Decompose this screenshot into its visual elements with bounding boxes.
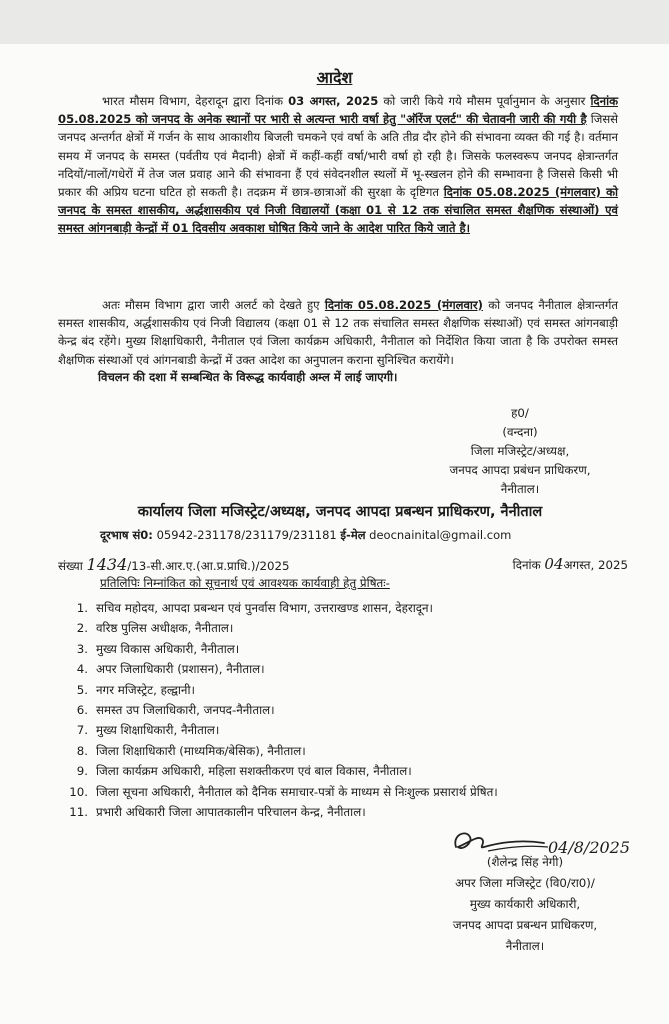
recipient-number: 2. (76, 621, 88, 636)
recipient-number: 11. (69, 805, 88, 820)
recipient-number: 3. (76, 641, 88, 656)
recipient-number: 9. (76, 764, 88, 779)
recipient-text: वरिष्ठ पुलिस अधीक्षक, नैनीताल। (96, 621, 234, 636)
recipient-text: सचिव महोदय, आपदा प्रबन्धन एवं पुनर्वास विभाग, उत्तराखण्ड शासन, देहरादून। (96, 601, 434, 615)
recipient-text: जिला कार्यक्रम अधिकारी, महिला सशक्तीकरण एवं बाल विकास, नैनीताल। (96, 764, 412, 779)
recipient-number: 8. (76, 743, 88, 758)
signature-block-adm (410, 852, 640, 957)
recipient-number: 7. (76, 723, 88, 738)
recipient-item (64, 618, 624, 638)
recipient-item (64, 741, 624, 761)
contact-line: दूरभाष सं0: 05942-231178/231179/231181 ई-मेल deocnainital@gmail.com (100, 528, 512, 542)
recipient-item (64, 761, 624, 781)
order-paragraph-2: अतः मौसम विभाग द्वारा जारी अलर्ट को देखते हुए दिनांक 05.08.2025 (मंगलवार) को जनपद नैनीताल क्षेत्रान्तर्गत समस्त शासकीय, अर्द्धशासकीय एवं निजी विद्यालय (कक्षा 01 से 12 तक संचालित समस्त शैक्षणिक संस्थाओं) एवं समस्त आंगनबाड़ी केन्द्र बंद रहेंगे। मुख्य शिक्षाधिकारी, नैनीताल एवं जिला कार्यक्रम अधिकारी, नैनीताल को निर्देशित किया जाता है कि उपरोक्त समस्त शैक्षणिक संस्थाओं एवं आंगनबाडी केन्द्रों में उक्त आदेश का अनुपालन कराना सुनिश्चित करायेंगे। (58, 298, 618, 367)
recipient-number: 10. (69, 784, 88, 799)
recipient-text: जिला सूचना अधिकारी, नैनीताल को दैनिक समाचार-पत्रों के माध्यम से निःशुल्क प्रसारार्थ प्रेषित। (96, 784, 498, 799)
reference-line: संख्या 1434/13-सी.आर.ए.(आ.प्र.प्राधि.)/2025 दिनांक 04अगस्त, 2025 (58, 555, 628, 574)
phone-number: 05942-231178/231179/231181 (156, 528, 337, 542)
signatory-authority: जनपद आपदा प्रबन्धन प्राधिकरण, (452, 918, 598, 932)
sign-mark: ह0/ (511, 406, 529, 420)
recipient-text: प्रभारी अधिकारी जिला आपातकालीन परिचालन केन्द्र, नैनीताल। (96, 805, 366, 820)
recipient-item (64, 700, 624, 720)
signatory-designation: अपर जिला मजिस्ट्रेट (वि0/रा0)/ (455, 876, 595, 890)
recipient-item (64, 802, 624, 822)
signatory-name: (वन्दना) (502, 425, 538, 439)
recipient-item (64, 720, 624, 740)
order-title: आदेश (316, 68, 353, 87)
signatory-designation-2: मुख्य कार्यकारी अधिकारी, (469, 897, 581, 911)
recipient-number: 5. (76, 682, 88, 697)
reference-number: 1434 (86, 555, 128, 574)
recipient-item (64, 782, 624, 802)
email-address: deocnainital@gmail.com (369, 528, 512, 542)
recipient-text: अपर जिलाधिकारी (प्रशासन), नैनीताल। (96, 662, 265, 677)
recipient-item (64, 659, 624, 679)
recipient-number: 1. (76, 601, 88, 615)
recipient-list (64, 598, 624, 822)
top-margin (0, 0, 669, 44)
signatory-designation: जिला मजिस्ट्रेट/अध्यक्ष, (470, 444, 570, 458)
copy-to-heading: प्रतिलिपिः निम्नांकित को सूचनार्थ एवं आवश्यक कार्यवाही हेतु प्रेषितः- (100, 576, 390, 590)
recipient-item (64, 598, 624, 618)
signatory-place: नैनीताल। (500, 482, 540, 496)
reference-date: दिनांक 04अगस्त, 2025 (512, 555, 628, 573)
recipient-text: जिला शिक्षाधिकारी (माध्यमिक/बेसिक), नैनीताल। (96, 743, 306, 758)
order-paragraph-3: विचलन की दशा में सम्बन्धित के विरूद्ध कार्यवाही अम्ल में लाई जाएगी। (98, 370, 398, 384)
recipient-text: मुख्य विकास अधिकारी, नैनीताल। (96, 641, 240, 656)
signature-block-dm (420, 404, 620, 499)
recipient-text: समस्त उप जिलाधिकारी, जनपद-नैनीताल। (96, 703, 275, 718)
recipient-item (64, 680, 624, 700)
recipient-text: नगर मजिस्ट्रेट, हल्द्वानी। (96, 682, 195, 697)
signatory-place: नैनीताल। (505, 939, 545, 953)
office-heading: कार्यालय जिला मजिस्ट्रेट/अध्यक्ष, जनपद आपदा प्रबन्धन प्राधिकरण, नैनीताल (137, 504, 543, 520)
handwritten-date: 04/8/2025 (548, 838, 631, 857)
order-paragraph-1: भारत मौसम विभाग, देहरादून द्वारा दिनांक 03 अगस्त, 2025 को जारी किये गये मौसम पूर्वानुमान के अनुसार दिनांक 05.08.2025 को जनपद के अनेक स्थानों पर भारी से अत्यन्त भारी वर्षा हेतु "ऑरेंज एलर्ट" की चेतावनी जारी की गयी है जिससे जनपद अन्तर्गत क्षेत्रों में गर्जन के साथ आकाशीय बिजली चमकने एवं वर्षा के अति तीव्र दौर होने की संभावना व्यक्त की गई है। वर्तमान समय में जनपद के समस्त (पर्वतीय एवं मैदानी) क्षेत्रों में कहीं-कहीं वर्षा/भारी वर्षा हो रही है। जिसके फलस्वरूप जनपद क्षेत्रान्तर्गत नदियों/नालों/गधेरों में तेज जल प्रवाह आने की संभावना हैं एवं संवेदनशील स्थलों में भू-स्खलन होने की सम्भावना है जिससे किसी भी प्रकार की अप्रिय घटना घटित हो सकती है। तदक्रम में छात्र-छात्राओं की सुरक्षा के दृष्टिगत दिनांक 05.08.2025 (मंगलवार) को जनपद के समस्त शासकीय, अर्द्धशासकीय एवं निजी विद्यालयों (कक्षा 01 से 12 तक संचालित समस्त शैक्षणिक संस्थाओं) एवं समस्त आंगनबाड़ी केन्द्रों में 01 दिवसीय अवकाश घोषित किये जाने के आदेश पारित किये जाते है। (58, 94, 619, 236)
recipient-item (64, 639, 624, 659)
recipient-text: मुख्य शिक्षाधिकारी, नैनीताल। (96, 723, 220, 738)
signatory-name: (शैलेन्द्र सिंह नेगी) (486, 855, 564, 869)
recipient-number: 4. (76, 662, 88, 677)
recipient-number: 6. (76, 703, 88, 718)
signatory-authority: जनपद आपदा प्रबंधन प्राधिकरण, (449, 463, 591, 477)
